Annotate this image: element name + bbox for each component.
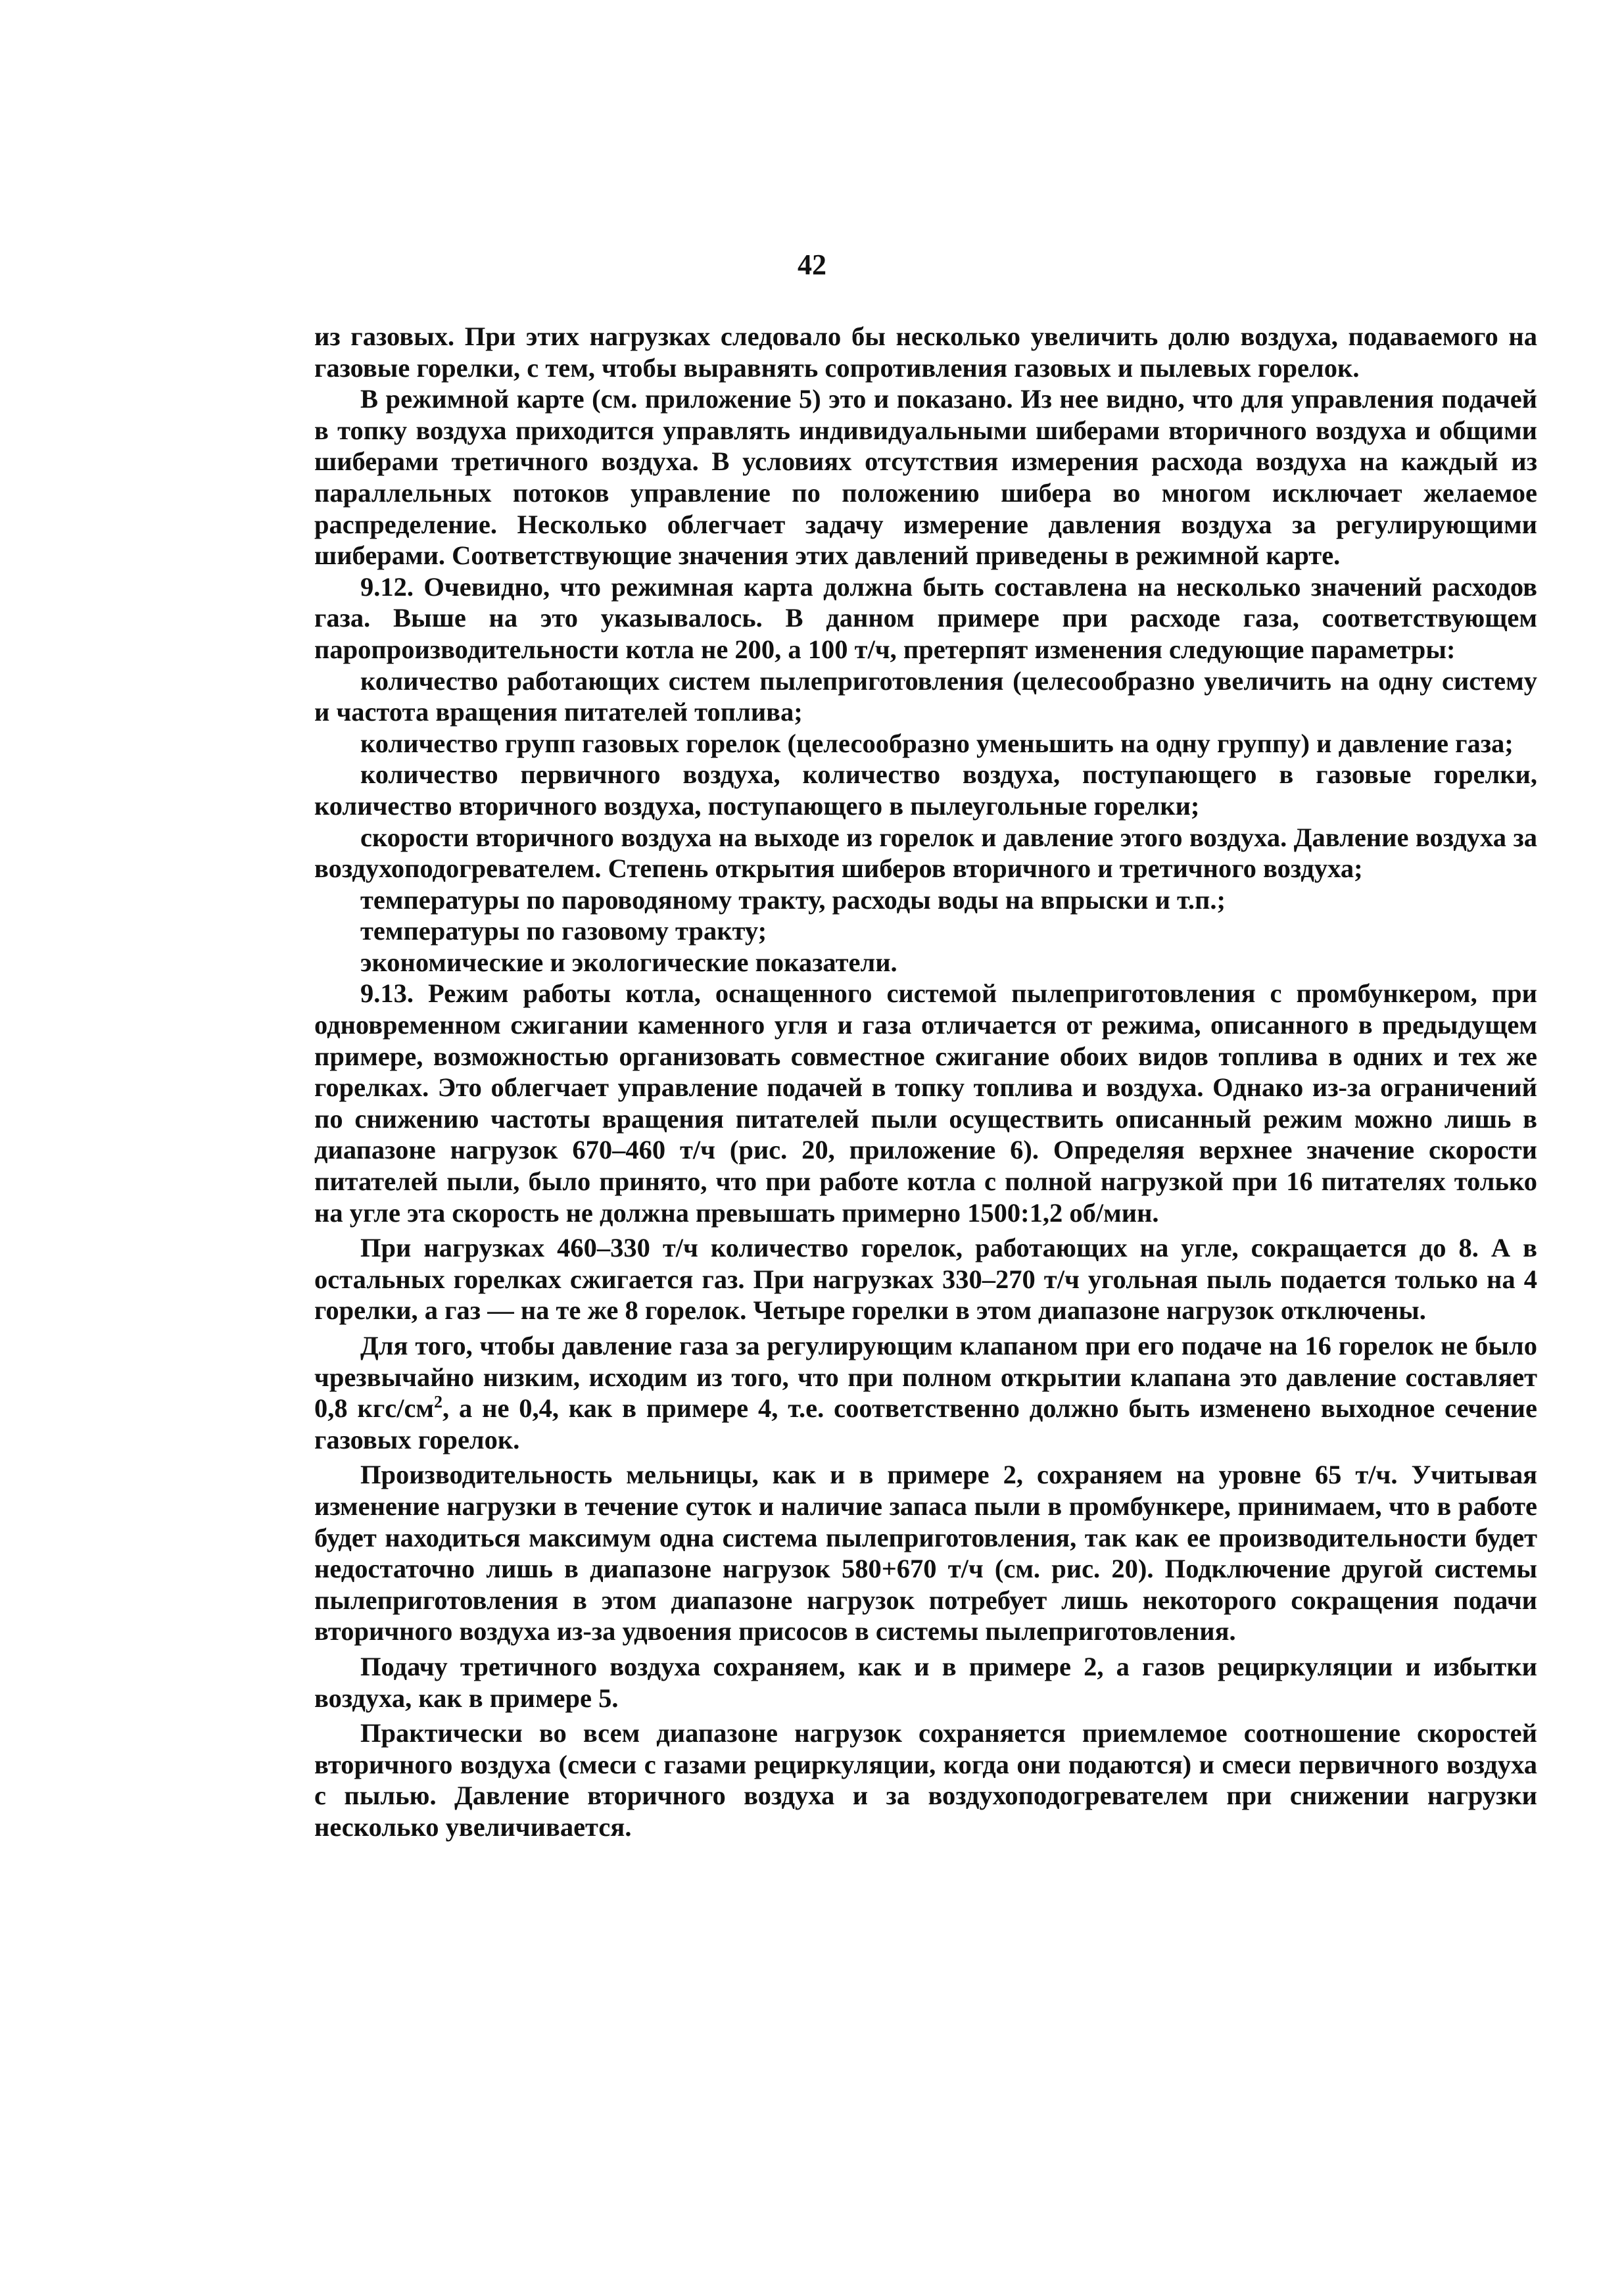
paragraph: Производительность мельницы, как и в примере 2, сохраняем на уровне 65 т/ч. Учитывая изменение нагрузки в течение суток и наличие запаса пыли в промбункере, принимаем, что в работе будет находиться максимум одна система пылеприготовления, так как ее производительности будет недостаточно лишь в диапазоне нагрузок 580+670 т/ч (см. рис. 20). Подключение другой системы пылеприготовления в этом диапазоне нагрузок потребует лишь некоторого сокращения подачи вторичного воздуха из-за удвоения присосов в системы пылеприготовления. [314, 1460, 1537, 1646]
list-item: температуры по газовому тракту; [360, 916, 767, 946]
paragraph-continuation: из газовых. При этих нагрузках следовало бы несколько увеличить долю воздуха, подаваемого на газовые горелки, с тем, чтобы выравнять сопротивления газовых и пылевых горелок. [314, 322, 1537, 383]
paragraph: При нагрузках 460–330 т/ч количество горелок, работающих на угле, сокращается до 8. А в остальных горелках сжигается газ. При нагрузках 330–270 т/ч угольная пыль подается только на 4 горелки, а газ — на те же 8 горелок. Четыре горелки в этом диапазоне нагрузок отключены. [314, 1233, 1537, 1326]
paragraph-text: , а не 0,4, как в примере 4, т.е. соответственно должно быть изменено выходное сечение газовых горелок. [314, 1393, 1537, 1454]
paragraph: Подачу третичного воздуха сохраняем, как и в примере 2, а газов рециркуляции и избытки воздуха, как в примере 5. [314, 1651, 1537, 1713]
paragraph-9-12: 9.12. Очевидно, что режимная карта должна быть составлена на несколько значений расходов газа. Выше на это указывалось. В данном примере при расходе газа, соответствующем паропроизводительности котла не 200, а 100 т/ч, претерпят изменения следующие параметры: [314, 571, 1537, 664]
paragraph-text: Для того, чтобы давление газа за регулирующим клапаном при его подаче на 16 горелок не было чрезвычайно низким, исходим из того, что при полном открытии клапана это давление составляет 0,8 кгс/см [314, 1331, 1537, 1424]
page-body [314, 321, 1537, 1843]
paragraph-9-13: 9.13. Режим работы котла, оснащенного системой пылеприготовления с промбункером, при одновременном сжигании каменного угля и газа отличается от режима, описанного в предыдущем примере, возможностью организовать совместное сжигание обоих видов топлива в одних и тех же горелках. Это облегчает управление подачей в топку топлива и воздуха. Однако из-за ограничений по снижению частоты вращения питателей пыли осуществить описанный режим можно лишь в диапазоне нагрузок 670–460 т/ч (рис. 20, приложение 6). Определяя верхнее значение скорости питателей пыли, было принято, что при работе котла с полной нагрузкой при 16 питателях только на угле эта скорость не должна превышать примерно 1500:1,2 об/мин. [314, 978, 1537, 1228]
list-item: скорости вторичного воздуха на выходе из горелок и давление этого воздуха. Давление воздуха за воздухоподогревателем. Степень открытия шиберов вторичного и третичного воздуха; [314, 822, 1537, 884]
list-item: экономические и экологические показатели. [360, 947, 897, 977]
list-item: количество работающих систем пылеприготовления (целесообразно увеличить на одну систему и частота вращения питателей топлива; [314, 665, 1537, 727]
list-item: количество первичного воздуха, количество воздуха, поступающего в газовые горелки, количество вторичного воздуха, поступающего в пылеугольные горелки; [314, 759, 1537, 821]
paragraph [314, 1330, 1537, 1455]
paragraph: Практически во всем диапазоне нагрузок сохраняется приемлемое соотношение скоростей вторичного воздуха (смеси с газами рециркуляции, когда они подаются) и смеси первичного воздуха с пылью. Давление вторичного воздуха и за воздухоподогревателем при снижении нагрузки несколько увеличивается. [314, 1718, 1537, 1842]
superscript: 2 [434, 1392, 443, 1412]
page-number: 42 [798, 249, 826, 281]
list-item: количество групп газовых горелок (целесообразно уменьшить на одну группу) и давление газа; [360, 728, 1514, 758]
list-item: температуры по пароводяному тракту, расходы воды на впрыски и т.п.; [360, 884, 1226, 915]
paragraph: В режимной карте (см. приложение 5) это и показано. Из нее видно, что для управления подачей в топку воздуха приходится управлять индивидуальными шиберами вторичного воздуха и общими шиберами третичного воздуха. В условиях отсутствия измерения расхода воздуха на каждый из параллельных потоков управление по положению шибера во многом исключает желаемое распределение. Несколько облегчает задачу измерение давления воздуха за регулирующими шиберами. Соответствующие значения этих давлений приведены в режимной карте. [314, 384, 1537, 571]
